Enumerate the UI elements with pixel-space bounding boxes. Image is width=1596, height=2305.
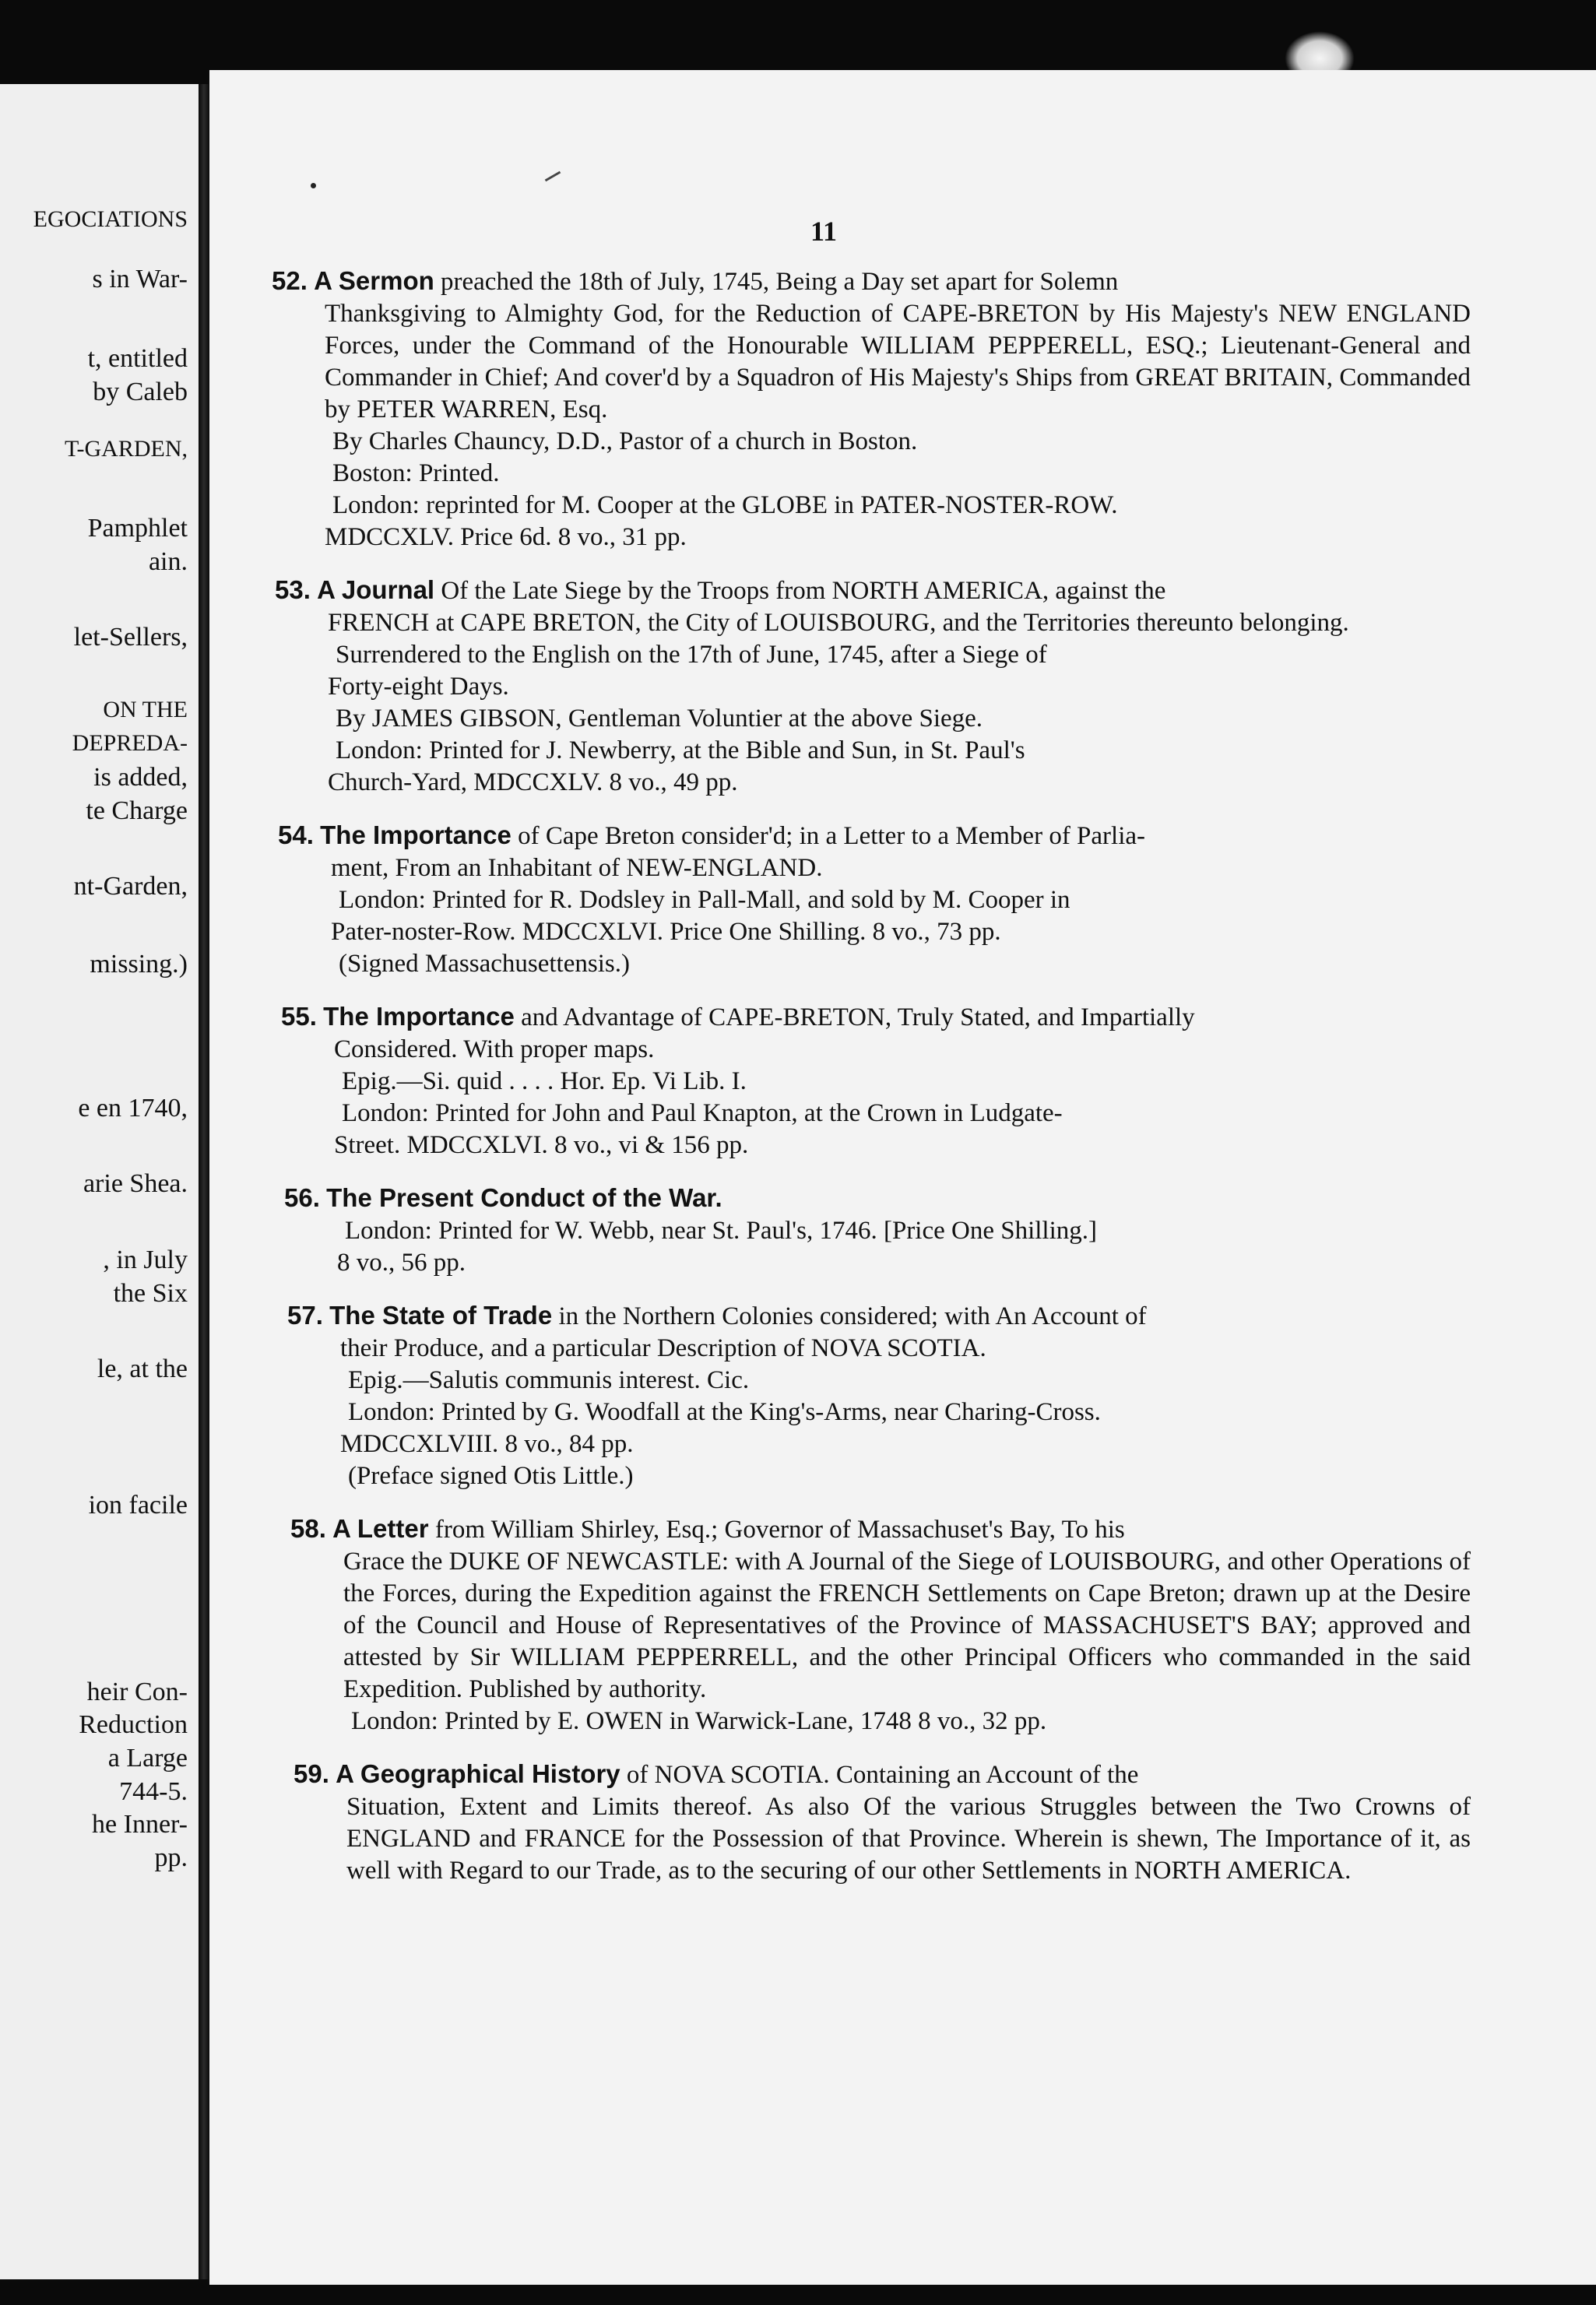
left-page-text-fragment: Reduction <box>79 1710 188 1739</box>
entry-number: 57. <box>287 1301 323 1330</box>
left-page-text-fragment: he Inner- <box>92 1810 188 1839</box>
bibliography-entry <box>272 1182 1471 1279</box>
entry-imprint-line: Surrendered to the English on the 17th of June, 1745, after a Siege of <box>336 641 1047 669</box>
left-page-text-fragment: heir Con- <box>86 1678 188 1706</box>
left-page-text-fragment: pp. <box>154 1843 188 1872</box>
bibliography-entry <box>272 1299 1471 1492</box>
entry-imprint-line: London: Printed for W. Webb, near St. Paul's, 1746. [Price One Shilling.] <box>345 1217 1098 1245</box>
entry-number: 59. <box>294 1759 329 1788</box>
entry-first-line <box>287 1299 1471 1333</box>
stray-dot <box>311 183 316 188</box>
bibliography-entry <box>272 265 1471 553</box>
left-page-text-fragment: let-Sellers, <box>73 623 188 652</box>
left-page-text-fragment: by Caleb <box>93 378 188 406</box>
entry-first-text: of NOVA SCOTIA. Containing an Account of the <box>626 1761 1139 1789</box>
entry-first-text: preached the 18th of July, 1745, Being a Day set apart for Solemn <box>441 268 1119 296</box>
entry-tail-line: Forty-eight Days. <box>328 673 509 701</box>
page-number: 11 <box>810 216 838 247</box>
left-page <box>0 84 201 2279</box>
left-page-text-fragment: te Charge <box>86 796 188 825</box>
entry-body: Thanksgiving to Almighty God, for the Reduction of CAPE-BRETON by His Majesty's NEW ENGLAND Forces, under the Command of the Honourable WILLIAM PEPPERELL, ESQ.; Lieutenant-General and Commander in Chief; And cover'd by a Squadron of His Majesty's Ships from GREAT BRITAIN, Commanded by PETER WARREN, Esq. <box>325 300 1471 423</box>
entry-body: Grace the DUKE OF NEWCASTLE: with A Journal of the Siege of LOUISBOURG, and other Operations of the Forces, during the Expedition against the FRENCH Settlements on Cape Breton; drawn up at the Desire of the Council and House of Representatives of the Province of MASSACHUSET'S BAY; approved and attested by Sir WILLIAM PEPPERRELL, and the other Principal Officers who commanded in the said Expedition. Published by authority. <box>343 1548 1471 1703</box>
entry-body: ment, From an Inhabitant of NEW-ENGLAND. <box>331 854 823 882</box>
left-page-text-fragment: ain. <box>148 547 188 576</box>
left-page-text-fragment: , in July <box>103 1246 188 1274</box>
left-page-text-fragment: le, at the <box>97 1355 188 1383</box>
entry-title: The Importance <box>320 820 511 849</box>
entry-number: 53. <box>275 575 311 604</box>
entry-note-line: (Preface signed Otis Little.) <box>348 1462 634 1490</box>
entry-first-line <box>284 1182 1471 1215</box>
left-page-text-fragment: EGOCIATIONS <box>33 206 188 232</box>
entry-imprint-line: London: Printed by E. OWEN in Warwick-Lane, 1748 8 vo., 32 pp. <box>351 1707 1047 1735</box>
entry-first-text: and Advantage of CAPE-BRETON, Truly Stated, and Impartially <box>521 1003 1195 1031</box>
entry-title: A Geographical History <box>336 1759 620 1788</box>
entry-first-line <box>281 1000 1471 1034</box>
left-page-text-fragment: Pamphlet <box>87 514 188 543</box>
book-gutter <box>199 84 209 2279</box>
entry-body: their Produce, and a particular Description of NOVA SCOTIA. <box>340 1334 986 1362</box>
entry-first-text: of Cape Breton consider'd; in a Letter to a Member of Parlia- <box>518 822 1146 850</box>
left-page-text-fragment: ON THE <box>103 697 188 722</box>
entry-tail-line: MDCCXLV. Price 6d. 8 vo., 31 pp. <box>325 523 687 551</box>
left-page-text-fragment: DEPREDA- <box>72 730 188 756</box>
left-page-text-fragment: nt-Garden, <box>73 872 188 901</box>
left-page-text-fragment: e en 1740, <box>78 1094 188 1123</box>
entry-tail-line: Street. MDCCXLVI. 8 vo., vi & 156 pp. <box>334 1131 749 1159</box>
left-page-text-fragment: the Six <box>113 1279 188 1308</box>
entry-number: 58. <box>290 1514 326 1543</box>
bibliography-entry <box>272 574 1471 799</box>
left-page-text-fragment: a Large <box>107 1744 188 1773</box>
entry-title: The State of Trade <box>329 1301 553 1330</box>
entry-imprint-line: Epig.—Si. quid . . . . Hor. Ep. Vi Lib. I. <box>342 1067 747 1095</box>
entry-body: Situation, Extent and Limits thereof. As also Of the various Struggles between the Two Crowns of ENGLAND and FRANCE for the Possession of that Province. Wherein is shewn, The Importance of it, as well with Regard to our Trade, as to the securing of our other Settlements in NORTH AMERICA. <box>346 1793 1471 1885</box>
entry-first-text: from William Shirley, Esq.; Governor of Massachuset's Bay, To his <box>434 1516 1125 1544</box>
entry-imprint-line: By Charles Chauncy, D.D., Pastor of a church in Boston. <box>332 427 918 455</box>
stray-mark <box>545 171 561 182</box>
left-page-text-fragment: T-GARDEN, <box>64 436 188 462</box>
entry-first-line <box>290 1513 1471 1546</box>
entry-first-text: in the Northern Colonies considered; with An Account of <box>558 1302 1147 1330</box>
entry-title: A Sermon <box>314 266 434 295</box>
entry-note-line: By JAMES GIBSON, Gentleman Voluntier at the above Siege. <box>336 705 983 733</box>
bibliography-entry <box>272 1513 1471 1738</box>
entry-title: A Journal <box>317 575 435 604</box>
entry-first-line <box>294 1758 1471 1791</box>
right-page <box>209 70 1596 2285</box>
entry-imprint-line: Epig.—Salutis communis interest. Cic. <box>348 1366 750 1394</box>
left-page-text-fragment: missing.) <box>90 950 188 979</box>
left-page-text-fragment: t, entitled <box>87 344 188 373</box>
entry-first-line <box>275 574 1471 607</box>
left-page-text-fragment: s in War- <box>92 265 188 293</box>
entry-title: The Present Conduct of the War. <box>326 1183 722 1212</box>
entry-note-line: London: Printed for J. Newberry, at the Bible and Sun, in St. Paul's <box>336 736 1025 764</box>
left-page-text-fragment: is added, <box>93 763 188 792</box>
entry-body: Considered. With proper maps. <box>334 1035 655 1063</box>
entry-body: FRENCH at CAPE BRETON, the City of LOUISBOURG, and the Territories thereunto belonging. <box>328 609 1349 637</box>
entry-imprint-line: London: Printed for John and Paul Knapton, at the Crown in Ludgate- <box>342 1099 1063 1127</box>
entry-imprint-line: London: Printed by G. Woodfall at the King's-Arms, near Charing-Cross. <box>348 1398 1101 1426</box>
left-page-text-fragment: arie Shea. <box>83 1169 188 1198</box>
entry-imprint-line: London: reprinted for M. Cooper at the GLOBE in PATER-NOSTER-ROW. <box>332 491 1118 519</box>
bibliography-entry <box>272 1758 1471 1887</box>
entry-tail-line: Pater-noster-Row. MDCCXLVI. Price One Shilling. 8 vo., 73 pp. <box>331 918 1001 946</box>
entry-tail-line: MDCCXLVIII. 8 vo., 84 pp. <box>340 1430 634 1458</box>
entry-imprint-line: Boston: Printed. <box>332 459 500 487</box>
bibliography-entries <box>272 265 1471 1907</box>
bibliography-entry <box>272 819 1471 980</box>
entry-first-text: Of the Late Siege by the Troops from NORTH AMERICA, against the <box>441 577 1166 605</box>
entry-first-line <box>272 265 1471 298</box>
left-page-text-fragment: ion facile <box>88 1491 188 1520</box>
entry-title: The Importance <box>323 1002 515 1031</box>
entry-number: 54. <box>278 820 314 849</box>
bibliography-entry <box>272 1000 1471 1161</box>
entry-note-line: (Signed Massachusettensis.) <box>339 950 630 978</box>
entry-number: 55. <box>281 1002 317 1031</box>
left-page-text-fragment: 744-5. <box>119 1777 188 1806</box>
entry-number: 56. <box>284 1183 320 1212</box>
entry-title: A Letter <box>332 1514 429 1543</box>
entry-first-line <box>278 819 1471 852</box>
entry-number: 52. <box>272 266 308 295</box>
entry-imprint-line: London: Printed for R. Dodsley in Pall-Mall, and sold by M. Cooper in <box>339 886 1070 914</box>
entry-tail-line: Church-Yard, MDCCXLV. 8 vo., 49 pp. <box>328 768 738 796</box>
entry-tail-line: 8 vo., 56 pp. <box>337 1249 466 1277</box>
